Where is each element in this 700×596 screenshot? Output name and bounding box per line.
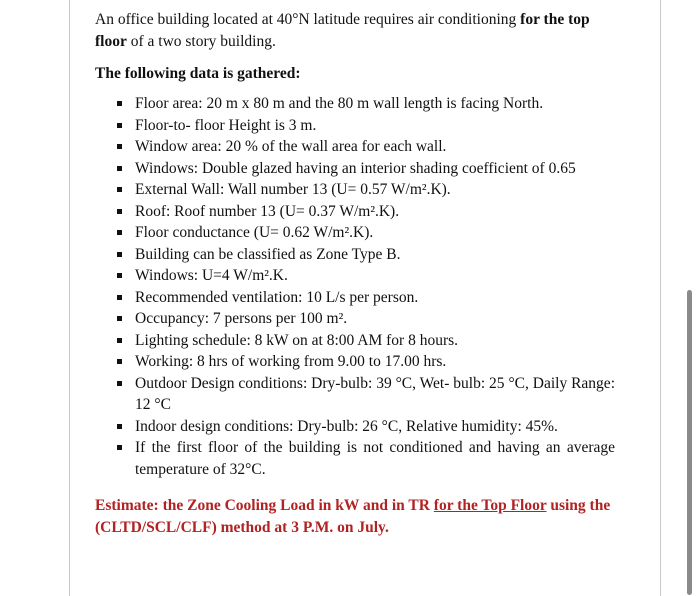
intro-text-end: of a two story building. bbox=[126, 33, 276, 50]
task-underlined-text: for the Top Floor bbox=[433, 497, 547, 514]
document-content bbox=[95, 9, 615, 539]
list-item-text: If the first floor of the building is not conditioned and having an average temperature of 32°C. bbox=[135, 439, 615, 478]
list-item bbox=[117, 136, 615, 158]
list-item-text: Windows: Double glazed having an interior shading coefficient of 0.65 bbox=[135, 159, 576, 177]
list-item bbox=[117, 330, 615, 352]
list-item-text: Outdoor Design conditions: Dry-bulb: 39 °C, Wet- bulb: 25 °C, Daily Range: 12 °C bbox=[135, 374, 615, 413]
list-item bbox=[117, 265, 615, 287]
list-item bbox=[117, 287, 615, 309]
bullet-icon bbox=[117, 187, 122, 192]
bullet-icon bbox=[117, 316, 122, 321]
list-item-text: Building can be classified as Zone Type B. bbox=[135, 245, 401, 263]
intro-bold-text: for the top floor bbox=[95, 11, 590, 50]
task-text-end: using the (CLTD/SCL/CLF) method at 3 P.M. on July. bbox=[95, 497, 611, 536]
bullet-icon bbox=[117, 123, 122, 128]
list-item-text: Working: 8 hrs of working from 9.00 to 17.00 hrs. bbox=[135, 353, 447, 370]
list-item-text: Floor-to- floor Height is 3 m. bbox=[135, 116, 317, 134]
list-item bbox=[117, 115, 615, 137]
list-item-text: Window area: 20 % of the wall area for each wall. bbox=[135, 138, 447, 155]
list-item bbox=[117, 437, 615, 480]
bullet-icon bbox=[117, 359, 122, 364]
list-item bbox=[117, 373, 615, 416]
list-item-text: Occupancy: 7 persons per 100 m². bbox=[135, 310, 348, 327]
list-item bbox=[117, 222, 615, 244]
list-item bbox=[117, 416, 615, 438]
list-item-text: External Wall: Wall number 13 (U= 0.57 W/m².K). bbox=[135, 181, 451, 198]
bullet-icon bbox=[117, 144, 122, 149]
list-item-text: Windows: U=4 W/m².K. bbox=[135, 267, 288, 284]
bullet-icon bbox=[117, 230, 122, 235]
bullet-icon bbox=[117, 101, 122, 106]
list-item bbox=[117, 93, 615, 115]
list-item-text: Floor conductance (U= 0.62 W/m².K). bbox=[135, 224, 374, 241]
problem-intro bbox=[95, 9, 615, 53]
data-list bbox=[95, 93, 615, 480]
list-item bbox=[117, 308, 615, 330]
bullet-icon bbox=[117, 424, 122, 429]
list-item bbox=[117, 244, 615, 266]
bullet-icon bbox=[117, 209, 122, 214]
list-item bbox=[117, 351, 615, 373]
list-item-text: Indoor design conditions: Dry-bulb: 26 °C, Relative humidity: 45%. bbox=[135, 417, 558, 435]
intro-text: An office building located at 40°N latitude requires air conditioning bbox=[95, 11, 521, 28]
list-item-text: Floor area: 20 m x 80 m and the 80 m wall length is facing North. bbox=[135, 95, 544, 112]
bullet-icon bbox=[117, 445, 122, 450]
data-subheading: The following data is gathered: bbox=[95, 65, 301, 82]
task-text: Estimate: the Zone Cooling Load in kW and in TR bbox=[95, 497, 434, 514]
scrollbar-thumb[interactable] bbox=[687, 290, 692, 595]
bullet-icon bbox=[117, 273, 122, 278]
bullet-icon bbox=[117, 338, 122, 343]
bullet-icon bbox=[117, 381, 122, 386]
list-item bbox=[117, 201, 615, 223]
list-item bbox=[117, 179, 615, 201]
list-item-text: Roof: Roof number 13 (U= 0.37 W/m².K). bbox=[135, 202, 400, 220]
task-statement bbox=[95, 495, 615, 539]
list-item-text: Lighting schedule: 8 kW on at 8:00 AM for 8 hours. bbox=[135, 331, 459, 349]
bullet-icon bbox=[117, 252, 122, 257]
bullet-icon bbox=[117, 295, 122, 300]
list-item-text: Recommended ventilation: 10 L/s per person. bbox=[135, 288, 419, 306]
bullet-icon bbox=[117, 166, 122, 171]
list-item bbox=[117, 158, 615, 180]
